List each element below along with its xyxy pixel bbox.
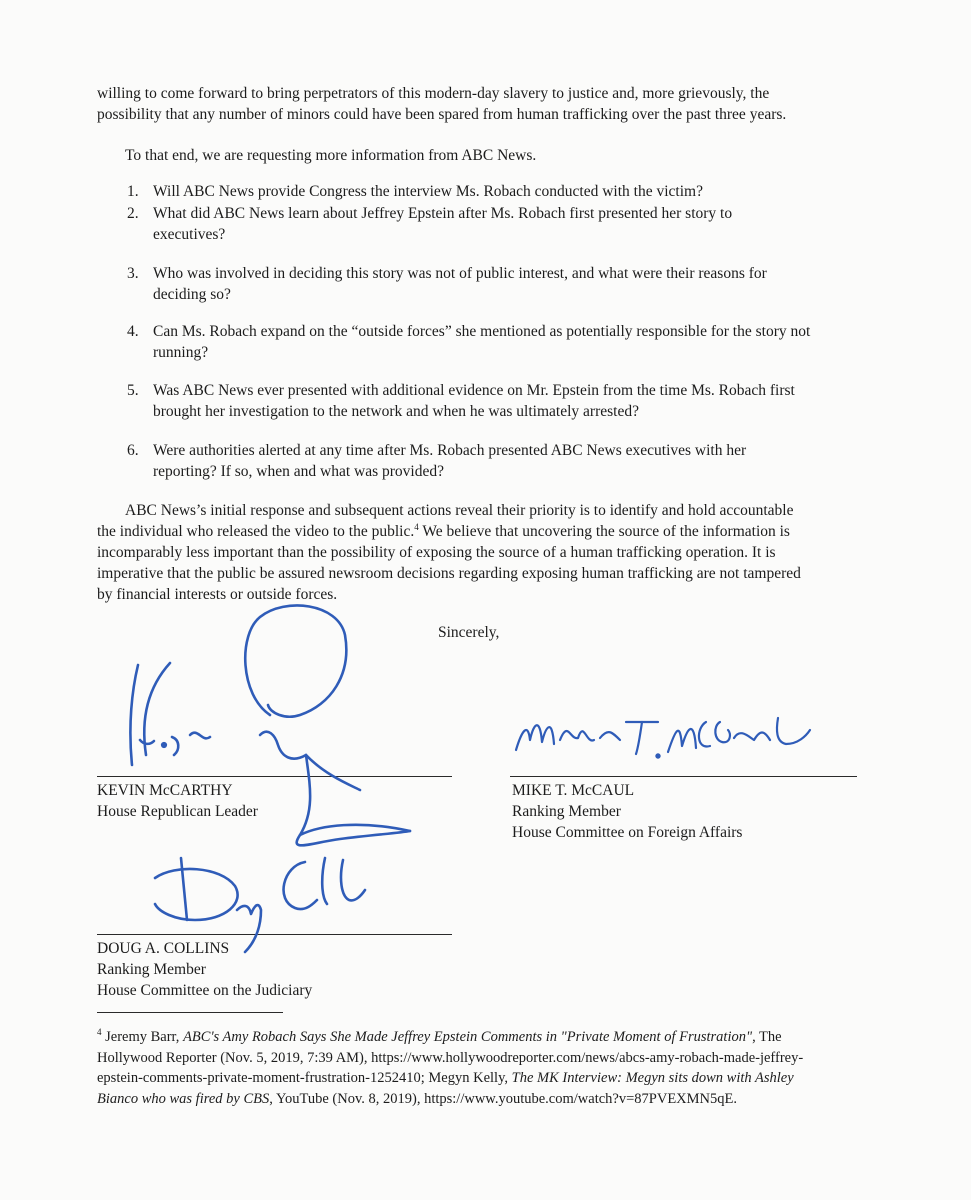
question-text (153, 203, 883, 245)
footnote-article-title: ABC's Amy Robach Says She Made Jeffrey Epstein Comments in "Private Moment of Frustration" (183, 1029, 753, 1045)
question-line: Can Ms. Robach expand on the “outside forces” she mentioned as potentially responsible for the story not (153, 323, 811, 340)
footnote-line-2[interactable]: Hollywood Reporter (Nov. 5, 2019, 7:39 AM), https://www.hollywoodreporter.com/news/abcs-amy-robach-made-jeffrey- (97, 1049, 804, 1066)
intro-paragraph (97, 83, 877, 125)
question-number: 6. (127, 442, 139, 459)
question-text (153, 380, 883, 422)
question-line: running? (153, 344, 209, 361)
question-text (153, 321, 883, 363)
valediction: Sincerely, (438, 624, 500, 641)
signatory-committee: House Committee on the Judiciary (97, 982, 313, 999)
footnote-author: Jeremy Barr, (101, 1029, 184, 1045)
footnote-text: , YouTube (Nov. 8, 2019), https://www.youtube.com/watch?v=87PVEXMN5qE. (269, 1090, 737, 1107)
signature-mccaul (508, 700, 818, 770)
closing-line-3: incomparably less important than the possibility of exposing the source of a human trafficking operation. It is (97, 544, 776, 561)
question-number: 4. (127, 323, 139, 340)
signatory-title: House Republican Leader (97, 803, 258, 820)
footnote-text: , The (752, 1029, 782, 1045)
question-number: 1. (127, 183, 139, 200)
closing-paragraph (97, 500, 887, 605)
question-line: Was ABC News ever presented with additional evidence on Mr. Epstein from the time Ms. Robach first (153, 382, 795, 399)
question-line: Will ABC News provide Congress the interview Ms. Robach conducted with the victim? (153, 183, 703, 200)
signatory-name: KEVIN McCARTHY (97, 782, 233, 799)
signatory-title: Ranking Member (512, 803, 621, 820)
signatory-committee: House Committee on Foreign Affairs (512, 824, 743, 841)
footnote-text: epstein-comments-private-moment-frustration-1252410; Megyn Kelly, (97, 1070, 512, 1086)
question-line: Who was involved in deciding this story was not of public interest, and what were their reasons for (153, 265, 767, 282)
question-number: 2. (127, 205, 139, 222)
closing-line-2-start: the individual who released the video to the public. (97, 523, 415, 540)
question-line: brought her investigation to the network and when he was ultimately arrested? (153, 403, 639, 420)
footnote-line-4[interactable] (97, 1089, 887, 1110)
closing-line-5: by financial interests or outside forces. (97, 586, 338, 603)
signature-collins (145, 848, 385, 958)
question-line: What did ABC News learn about Jeffrey Epstein after Ms. Robach first presented her story to (153, 205, 733, 222)
intro-line-1: willing to come forward to bring perpetrators of this modern-day slavery to justice and, more grievously, the (97, 85, 770, 102)
closing-line-1: ABC News’s initial response and subsequent actions reveal their priority is to identify and hold accountable (125, 502, 794, 519)
question-line: reporting? If so, when and what was provided? (153, 463, 444, 480)
signatory-title: Ranking Member (97, 961, 206, 978)
signatory-name: DOUG A. COLLINS (97, 940, 230, 957)
footnote-video-title: Bianco who was fired by CBS (97, 1090, 270, 1107)
signature-line-mccaul (510, 776, 857, 777)
question-text (153, 440, 883, 482)
footnote-number: 4 (97, 1027, 102, 1037)
footnote-line-1 (97, 1027, 887, 1048)
footnote-divider (97, 1012, 283, 1013)
question-text (153, 263, 883, 305)
closing-line-2-end: We believe that uncovering the source of the information is (418, 523, 790, 540)
question-line: deciding so? (153, 286, 231, 303)
footnote (97, 1027, 887, 1109)
intro-line-2: possibility that any number of minors could have been spared from human trafficking over the past three years. (97, 106, 787, 123)
question-line: Were authorities alerted at any time after Ms. Robach presented ABC News executives with her (153, 442, 747, 459)
request-paragraph: To that end, we are requesting more information from ABC News. (125, 147, 537, 164)
signature-mccarthy (110, 595, 440, 855)
footnote-video-title: The MK Interview: Megyn sits down with Ashley (511, 1070, 794, 1086)
question-line: executives? (153, 226, 226, 243)
footnote-reference[interactable]: 4 (414, 522, 419, 532)
closing-line-4: imperative that the public be assured newsroom decisions regarding exposing human trafficking are not tampered (97, 565, 801, 582)
footnote-line-3[interactable] (97, 1068, 887, 1089)
question-text (153, 181, 883, 202)
signatory-mccaul (512, 780, 742, 843)
closing-line-2 (97, 521, 887, 542)
question-number: 5. (127, 382, 139, 399)
signatory-name: MIKE T. McCAUL (512, 782, 635, 799)
question-number: 3. (127, 265, 139, 282)
